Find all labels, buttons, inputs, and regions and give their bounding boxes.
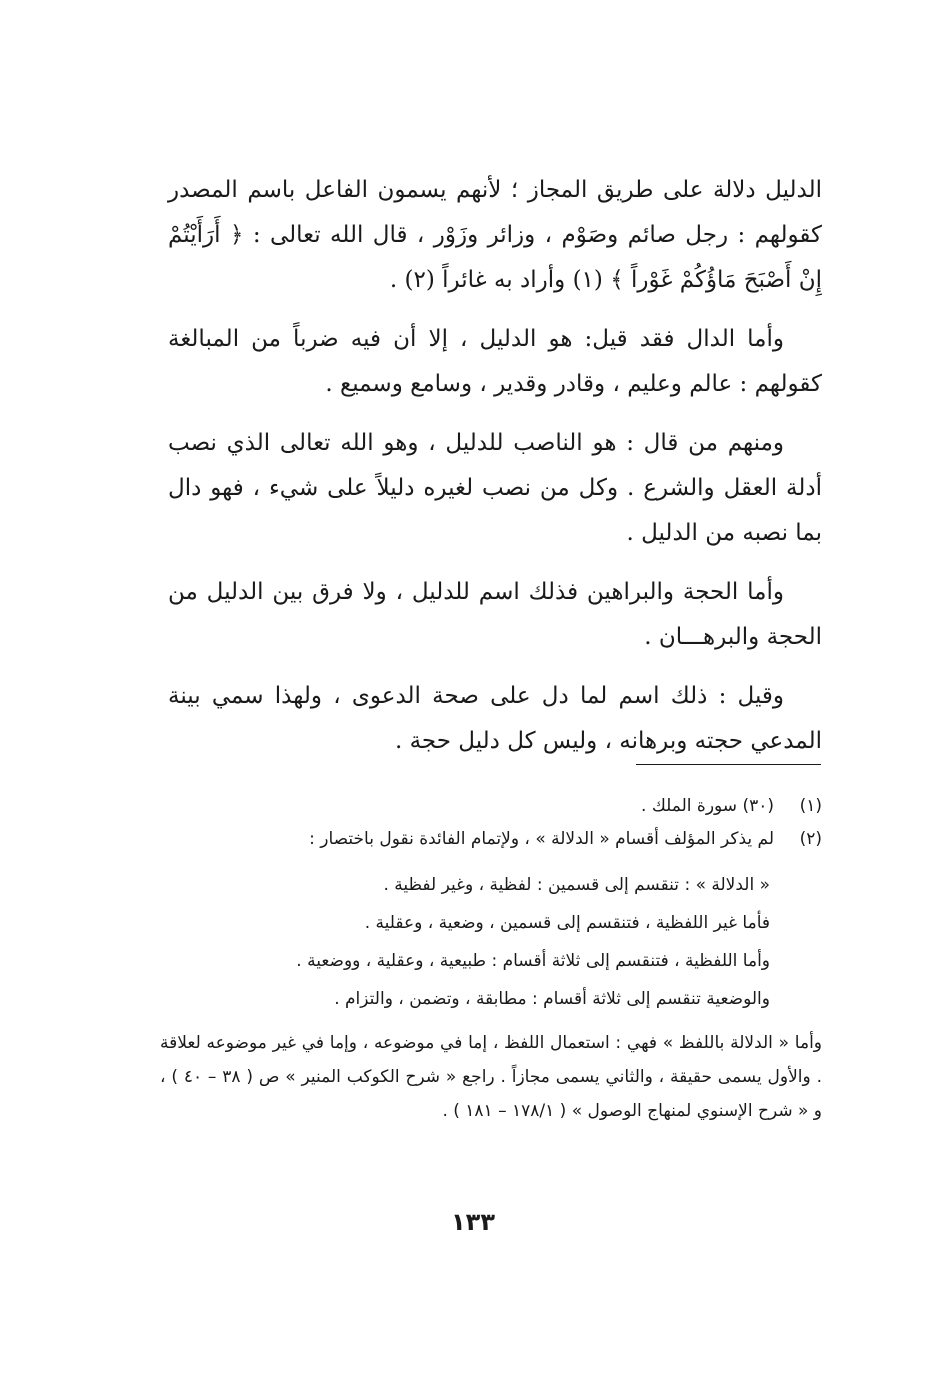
footnote-line: « الدلالة » : تنقسم إلى قسمين : لفظية ، وغير لفظية .	[383, 875, 770, 895]
footnote-text: (٣٠) سورة الملك .	[641, 796, 774, 816]
main-text	[168, 168, 822, 778]
footnote-line: فأما غير اللفظية ، فتنقسم إلى قسمين ، وضعية ، وعقلية .	[364, 913, 770, 933]
paragraph-1: الدليل دلالة على طريق المجاز ؛ لأنهم يسمون الفاعل باسم المصدر كقولهم : رجل صائم وصَوْم ، وزائر وزَوْر ، قال الله تعالى : ﴿ أَرَأَيْتُمْ إِنْ أَصْبَحَ مَاؤُكُمْ غَوْراً ﴾ (١) وأراد به غائراً (٢) .	[168, 177, 822, 293]
footnote-2	[160, 823, 822, 856]
footnote-line: وأما اللفظية ، فتنقسم إلى ثلاثة أقسام : طبيعية ، وعقلية ، ووضعية .	[296, 951, 770, 971]
paragraph-3: ومنهم من قال : هو الناصب للدليل ، وهو الله تعالى الذي نصب أدلة العقل والشرع . وكل من نصب لغيره دليلاً على شيء ، فهو دال بما نصبه من الدليل .	[168, 430, 822, 546]
footnote-1	[160, 790, 822, 823]
page-number: ١٣٣	[451, 1208, 495, 1236]
footnote-number: (٢)	[799, 829, 822, 849]
paragraph-2: وأما الدال فقد قيل: هو الدليل ، إلا أن فيه ضرباً من المبالغة كقولهم : عالم وعليم ، وقادر وقدير ، وسامع وسميع .	[168, 326, 822, 397]
footnote-continuation: وأما « الدلالة باللفظ » فهي : استعمال اللفظ ، إما في موضوعه ، وإما في غير موضوعه لعلاقة . والأول يسمى حقيقة ، والثاني يسمى مجازاً . راجع « شرح الكوكب المنير » ص ( ٣٨ – ٤٠ ) ، و « شرح الإسنوي لمنهاج الوصول » ( ١٧٨/١ – ١٨١ ) .	[160, 1033, 822, 1121]
footnote-subsection	[160, 866, 770, 1018]
footnote-text: لم يذكر المؤلف أقسام « الدلالة » ، ولإتمام الفائدة نقول باختصار :	[309, 829, 774, 849]
footnote-line: والوضعية تنقسم إلى ثلاثة أقسام : مطابقة ، وتضمن ، والتزام .	[334, 989, 770, 1009]
footnote-separator	[636, 764, 821, 765]
footnote-number: (١)	[799, 796, 822, 816]
footnotes	[160, 790, 822, 1128]
paragraph-4: وأما الحجة والبراهين فذلك اسم للدليل ، ولا فرق بين الدليل من الحجة والبرهـــان .	[168, 579, 822, 650]
paragraph-5: وقيل : ذلك اسم لما دل على صحة الدعوى ، ولهذا سمي بينة المدعي حجته وبرهانه ، وليس كل دليل حجة .	[168, 683, 822, 754]
